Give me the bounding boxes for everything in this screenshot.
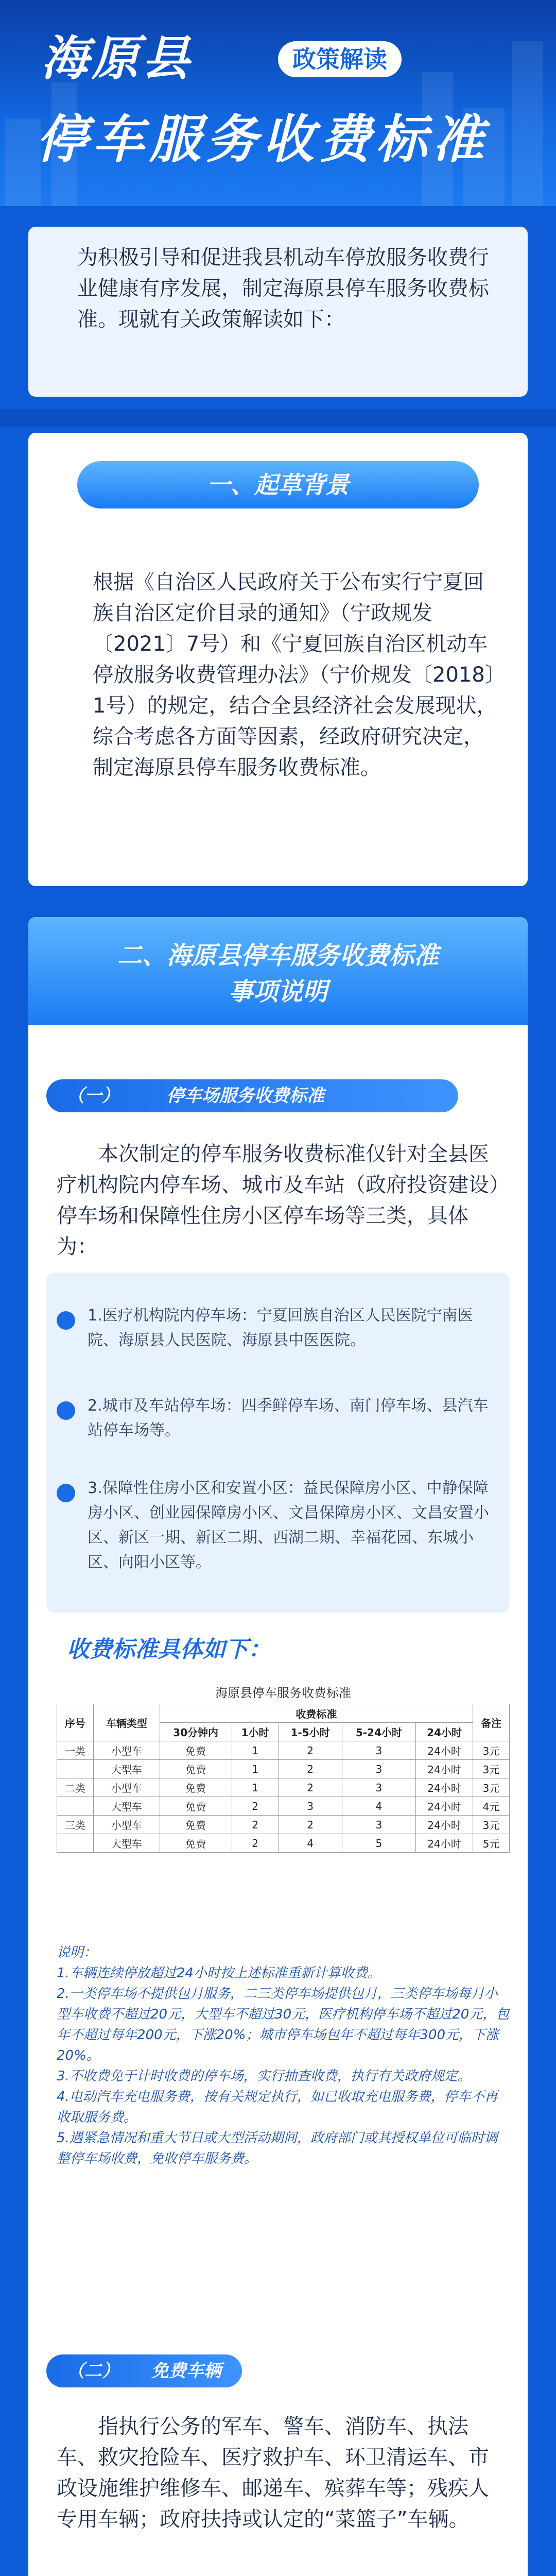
table-subheader: 1小时 <box>232 1723 279 1741</box>
table-cell: 3 <box>279 1797 342 1816</box>
table-header: 收费标准 <box>160 1704 473 1723</box>
bullet-dot <box>57 1311 75 1330</box>
table-cell: 二类 <box>57 1778 94 1797</box>
table-cell: 3 <box>342 1816 415 1834</box>
table-cell: 3元 <box>473 1778 510 1797</box>
sub1-body: 本次制定的停车服务收费标准仅针对全县医疗机构院内停车场、城市及车站（政府投资建设）停车场和保障性住房小区停车场等三类，具体为： <box>57 1142 499 1259</box>
table-cell: 24小时 <box>415 1797 473 1816</box>
table-cell: 小型车 <box>93 1778 160 1797</box>
table-cell: 三类 <box>57 1816 94 1834</box>
section1-heading: 一、起草背景 <box>77 461 479 509</box>
table-cell: 大型车 <box>93 1760 160 1778</box>
table-cell: 1 <box>232 1741 279 1760</box>
table-cell: 3元 <box>473 1760 510 1778</box>
table-cell: 4元 <box>473 1797 510 1816</box>
table-cell <box>57 1797 94 1816</box>
table-cell: 24小时 <box>415 1741 473 1760</box>
sub1-item-2: 2.城市及车站停车场：四季鲜停车场、南门停车场、县汽车站停车场等。 <box>88 1397 489 1439</box>
table-cell: 2 <box>232 1816 279 1834</box>
table-cell: 小型车 <box>93 1741 160 1760</box>
table-cell: 一类 <box>57 1741 94 1760</box>
table-cell: 3元 <box>473 1816 510 1834</box>
table-row <box>57 1816 510 1834</box>
table-cell: 2 <box>232 1797 279 1816</box>
table-cell: 3 <box>342 1778 415 1797</box>
table-cell: 5 <box>342 1834 415 1853</box>
table-cell: 3元 <box>473 1741 510 1760</box>
fee-table-wrap <box>57 1680 510 1853</box>
table-cell <box>57 1760 94 1778</box>
table-cell: 免费 <box>160 1760 232 1778</box>
bullet-dot <box>57 1484 75 1502</box>
section2-heading-line2: 事项说明 <box>228 977 327 1006</box>
table-cell: 5元 <box>473 1834 510 1853</box>
title-main: 停车服务收费标准 <box>36 109 489 170</box>
table-cell: 2 <box>232 1834 279 1853</box>
table-cell: 免费 <box>160 1797 232 1816</box>
table-subheader: 30分钟内 <box>160 1723 232 1741</box>
table-cell: 2 <box>279 1760 342 1778</box>
sub1-heading <box>46 1079 458 1112</box>
title-county: 海原县 <box>41 31 193 86</box>
table-cell: 小型车 <box>93 1816 160 1834</box>
table-cell: 大型车 <box>93 1834 160 1853</box>
note-line: 5.遇紧急情况和重大节日或大型活动期间，政府部门或其授权单位可临时调整停车场收费，免收停车服务费。 <box>57 2130 498 2166</box>
table-header: 序号 <box>57 1704 94 1741</box>
table-cell: 1 <box>232 1760 279 1778</box>
note-line: 1.车辆连续停放超过24小时按上述标准重新计算收费。 <box>57 1965 381 1981</box>
fee-table-title: 海原县停车服务收费标准 <box>215 1686 351 1700</box>
note-line: 2.一类停车场不提供包月服务，二三类停车场提供包月，三类停车场每月小型车收费不超过20元，大型车不超过30元，医疗机构停车场不超过20元，包年不超过每年200元，下涨20%；城市停车场包年不超过每年300元，下涨20%。 <box>57 1986 510 2063</box>
table-cell: 1 <box>232 1778 279 1797</box>
table-cell: 24小时 <box>415 1834 473 1853</box>
table-cell: 2 <box>279 1778 342 1797</box>
table-cell: 免费 <box>160 1741 232 1760</box>
sub2-title: 免费车辆 <box>151 2361 221 2381</box>
sub1-label: （一） <box>67 1086 119 1106</box>
fee-table <box>57 1704 510 1853</box>
table-cell: 2 <box>279 1816 342 1834</box>
sub2-heading <box>46 2354 242 2387</box>
sub1-title: 停车场服务收费标准 <box>166 1086 324 1106</box>
section1-body: 根据《自治区人民政府关于公布实行宁夏回族自治区定价目录的通知》（宁政规发〔2021〕7号）和《宁夏回族自治区机动车停放服务收费管理办法》（宁价规发〔2018〕1号）的规定，结合全县经济社会发展现状，综合考虑各方面等因素，经政府研究决定，制定海原县停车服务收费标准。 <box>93 570 497 779</box>
table-subheader: 1-5小时 <box>279 1723 342 1741</box>
table-row <box>57 1834 510 1853</box>
table-row <box>57 1760 510 1778</box>
note-line: 4.电动汽车充电服务费，按有关规定执行，如已收取充电服务费，停车不再收取服务费。 <box>57 2089 498 2125</box>
section2-heading-line1: 二、海原县停车服务收费标准 <box>117 941 439 970</box>
table-cell <box>57 1834 94 1853</box>
table-cell: 3 <box>342 1760 415 1778</box>
table-subheader: 5-24小时 <box>342 1723 415 1741</box>
table-subheader: 24小时 <box>415 1723 473 1741</box>
sub2-body: 指执行公务的军车、警车、消防车、执法车、救灾抢险车、医疗救护车、环卫清运车、市政设施维护维修车、邮递车、殡葬车等；残疾人专用车辆；政府扶持或认定的“菜篮子”车辆。 <box>57 2415 489 2531</box>
table-cell: 24小时 <box>415 1816 473 1834</box>
table-cell: 大型车 <box>93 1797 160 1816</box>
table-cell: 24小时 <box>415 1760 473 1778</box>
table-cell: 4 <box>342 1797 415 1816</box>
table-row <box>57 1797 510 1816</box>
section2-heading <box>28 917 528 1025</box>
note-line: 说明： <box>57 1945 97 1960</box>
table-cell: 3 <box>342 1741 415 1760</box>
table-header: 备注 <box>473 1704 510 1741</box>
policy-badge: 政策解读 <box>278 41 402 77</box>
table-row <box>57 1741 510 1760</box>
intro-text: 为积极引导和促进我县机动车停放服务收费行业健康有序发展，制定海原县停车服务收费标准。现就有关政策解读如下： <box>77 246 489 331</box>
fee-notes <box>57 1942 510 2169</box>
table-header: 车辆类型 <box>93 1704 160 1741</box>
note-line: 3.不收费免于计时收费的停车场，实行抽查收费，执行有关政府规定。 <box>57 2069 471 2084</box>
table-intro: 收费标准具体如下： <box>67 1636 271 1663</box>
table-cell: 免费 <box>160 1778 232 1797</box>
table-cell: 4 <box>279 1834 342 1853</box>
table-cell: 24小时 <box>415 1778 473 1797</box>
sub2-label: （二） <box>67 2361 119 2381</box>
table-row <box>57 1778 510 1797</box>
bullet-dot <box>57 1401 75 1420</box>
sub1-item-1: 1.医疗机构院内停车场：宁夏回族自治区人民医院宁南医院、海原县人民医院、海原县中医医院。 <box>88 1307 473 1349</box>
divider-band <box>0 410 556 427</box>
table-cell: 免费 <box>160 1834 232 1853</box>
sub1-item-3: 3.保障性住房小区和安置小区：益民保障房小区、中静保障房小区、创业园保障房小区、文昌保障房小区、文昌安置小区、新区一期、新区二期、西湖二期、幸福花园、东城小区、向阳小区等。 <box>88 1479 489 1571</box>
table-cell: 免费 <box>160 1816 232 1834</box>
table-header-row <box>57 1704 510 1723</box>
table-cell: 2 <box>279 1741 342 1760</box>
